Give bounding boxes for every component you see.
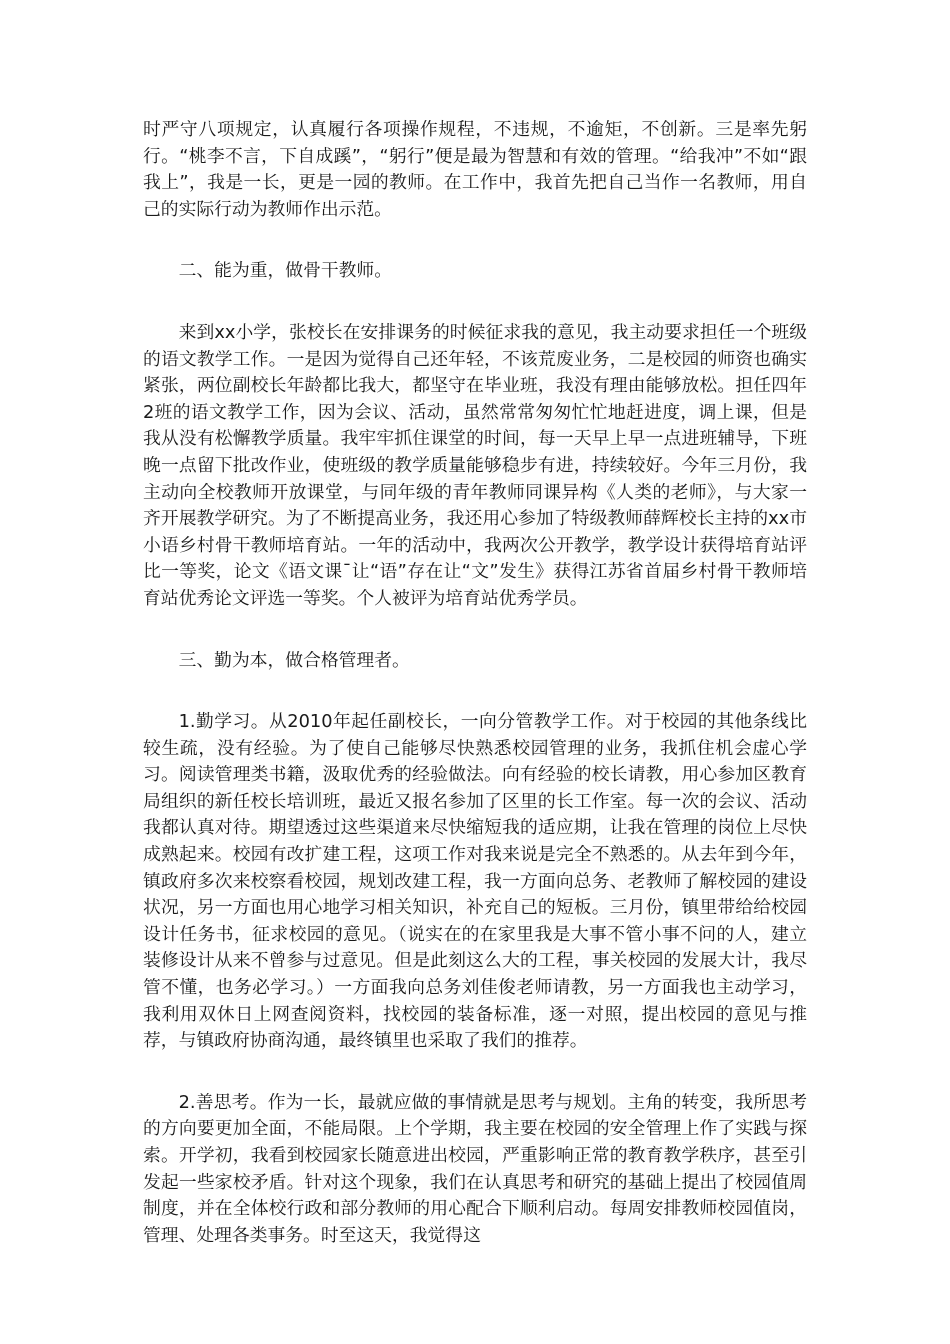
section-heading-2: 二、能为重，做骨干教师。 <box>178 260 392 282</box>
document-body <box>143 117 807 1284</box>
paragraph-teaching: 来到xx小学，张校长在安排课务的时候征求我的意见，我主动要求担任一个班级的语文教学工作。一是因为觉得自己还年轻，不该荒废业务，二是校园的师资也确实紧张，两位副校长年龄都比我大，都坚守在毕业班，我没有理由能够放松。担任四年2班的语文教学工作，因为会议、活动，虽然常常匆匆忙忙地赶进度，调上课，但是我从没有松懈教学质量。我牢牢抓住课堂的时间，每一天早上早一点进班辅导，下班晚一点留下批改作业，使班级的教学质量能够稳步有进，持续较好。今年三月份，我主动向全校教师开放课堂，与同年级的青年教师同课异构《人类的老师》，与大家一齐开展教学研究。为了不断提高业务，我还用心参加了特级教师薛辉校长主持的xx市小语乡村骨干教师培育站。一年的活动中，我两次公开教学，教学设计获得培育站评比一等奖，论文《语文课¯让“语”存在让“文”发生》获得江苏省首届乡村骨干教师培育站优秀论文评选一等奖。个人被评为培育站优秀学员。 <box>143 321 807 609</box>
paragraph-study: 1.勤学习。从2010年起任副校长，一向分管教学工作。对于校园的其他条线比较生疏，没有经验。为了使自己能够尽快熟悉校园管理的业务，我抓住机会虚心学习。阅读管理类书籍，汲取优秀的经验做法。向有经验的校长请教，用心参加区教育局组织的新任校长培训班，最近又报名参加了区里的长工作室。每一次的会议、活动我都认真对待。期望透过这些渠道来尽快缩短我的适应期，让我在管理的岗位上尽快成熟起来。校园有改扩建工程，这项工作对我来说是完全不熟悉的。从去年到今年，镇政府多次来校察看校园，规划改建工程，我一方面向总务、老教师了解校园的建设状况，另一方面也用心地学习相关知识，补充自己的短板。三月份，镇里带给给校园设计任务书，征求校园的意见。（说实在的在家里我是大事不管小事不问的人，建立装修设计从来不曾参与过意见。但是此刻这么大的工程，事关校园的发展大计，我尽管不懂，也务必学习。）一方面我向总务刘佳俊老师请教，另一方面我也主动学习，我利用双休日上网查阅资料，找校园的装备标准，逐一对照，提出校园的意见与推荐，与镇政府协商沟通，最终镇里也采取了我们的推荐。 <box>143 711 807 1052</box>
section-heading-3: 三、勤为本，做合格管理者。 <box>178 649 410 671</box>
paragraph-thinking: 2.善思考。作为一长，最就应做的事情就是思考与规划。主角的转变，我所思考的方向要更加全面，不能局限。上个学期，我主要在校园的安全管理上作了实践与探索。开学初，我看到校园家长随意进出校园，严重影响正常的教育教学秩序，甚至引发起一些家校矛盾。针对这个现象，我们在认真思考和研究的基础上提出了校园值周制度，并在全体校行政和部分教师的用心配合下顺利启动。每周安排教师校园值岗，管理、处理各类事务。时至这天，我觉得这 <box>143 1091 807 1246</box>
paragraph-continuation: 时严守八项规定，认真履行各项操作规程，不违规，不逾矩，不创新。三是率先躬行。“桃李不言，下自成蹊”，“躬行”便是最为智慧和有效的管理。“给我冲”不如“跟我上”，我是一长，更是一园的教师。在工作中，我首先把自己当作一名教师，用自己的实际行动为教师作出示范。 <box>143 119 807 220</box>
